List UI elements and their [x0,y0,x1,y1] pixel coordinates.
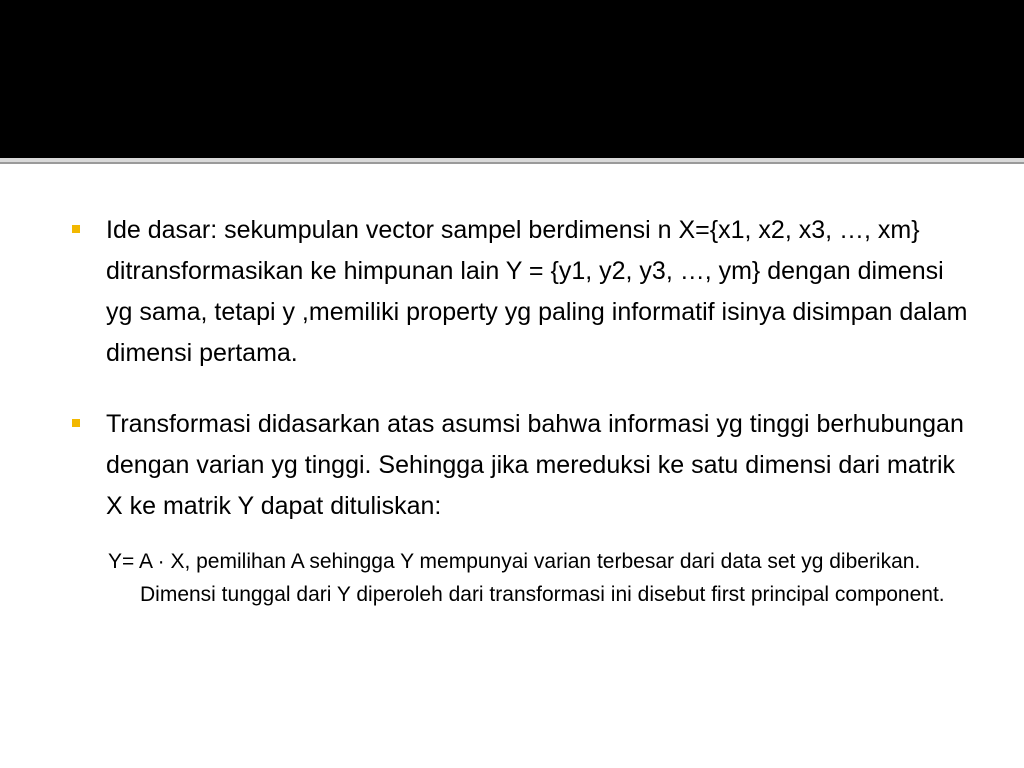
square-bullet-icon [72,225,80,233]
bullet-item-2 [72,404,972,527]
slide-content [72,210,972,611]
square-bullet-icon [72,419,80,427]
bullet-text-1: Ide dasar: sekumpulan vector sampel berdimensi n X={x1, x2, x3, …, xm} ditransformasikan ke himpunan lain Y = {y1, y2, y3, …, ym} dengan dimensi yg sama, tetapi y ,memiliki property yg paling informatif isinya disimpan dalam dimensi pertama. [106,216,968,367]
bullet-text-2: Transformasi didasarkan atas asumsi bahwa informasi yg tinggi berhubungan dengan varian yg tinggi. Sehingga jika mereduksi ke satu dimensi dari matrik X ke matrik Y dapat dituliskan: [106,410,964,520]
title-divider-dark [0,162,1024,164]
title-bar [0,0,1024,158]
bullet-item-1 [72,210,972,374]
sub-paragraph: Y= A · X, pemilihan A sehingga Y mempunyai varian terbesar dari data set yg diberikan. Dimensi tunggal dari Y diperoleh dari transformasi ini disebut first principal component. [108,550,945,606]
